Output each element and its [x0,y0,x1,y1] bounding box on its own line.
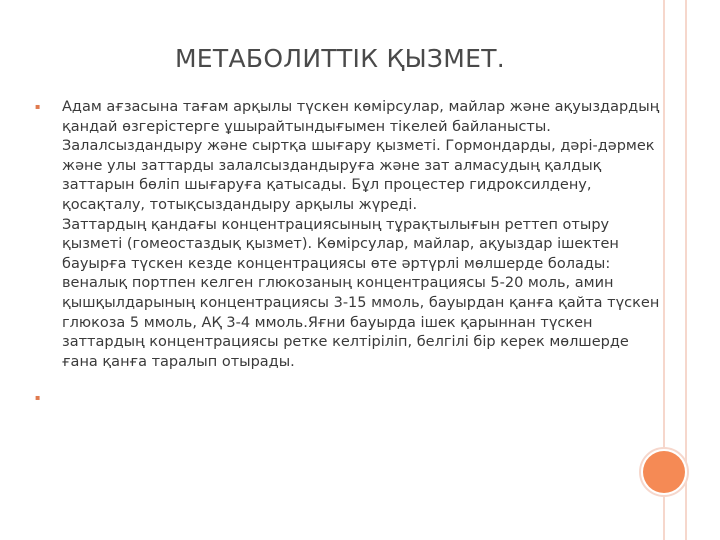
paragraph-metabolism: Адам ағзасына тағам арқылы түскен көмірсулар, майлар және ақуыздардың қандай өзгерістерге ұшырайтындығымен тікелей байланысты. [62,99,660,135]
paragraph-homeostasis: Заттардың қандағы концентрациясының тұрақтылығын реттеп отыру қызметі (гомеостаздық қызмет). Көмірсулар, майлар, ақуыздар ішектен бауырға түскен кезде концентрациясы өте әртүрлі мөлшерде болады: веналық портпен келген глюкозаның концентрациясы 5-20 моль, амин қышқылдарының концентрациясы 3-15 ммоль, бауырдан қанға қайта түскен глюкоза 5 ммоль, АҚ 3-4 ммоль.Яғни бауырда ішек қарыннан түскен заттардың концентрациясы ретке келтіріліп, белгілі бір керек мөлшерде ғана қанға таралып отырады. [62,216,660,370]
bullet-icon: ▪ [35,393,41,403]
slide-title: МЕТАБОЛИТТІК ҚЫЗМЕТ. [174,44,506,73]
bullet-item [35,98,660,372]
slide-content [35,98,660,409]
bullet-item-empty [35,389,660,409]
decorative-circle-dot [643,451,685,493]
paragraph-detoxification: Залалсыздандыру және сыртқа шығару қызметі. Гормондарды, дәрі-дәрмек және улы заттарды залалсыздандыруға және зат алмасудың қалдық заттарын бөліп шығаруға қатысады. Бұл процестер гидроксилдену, қосақталу, тотықсыздандыру арқылы жүреді. [62,138,655,213]
bullet-icon: ▪ [35,102,41,111]
